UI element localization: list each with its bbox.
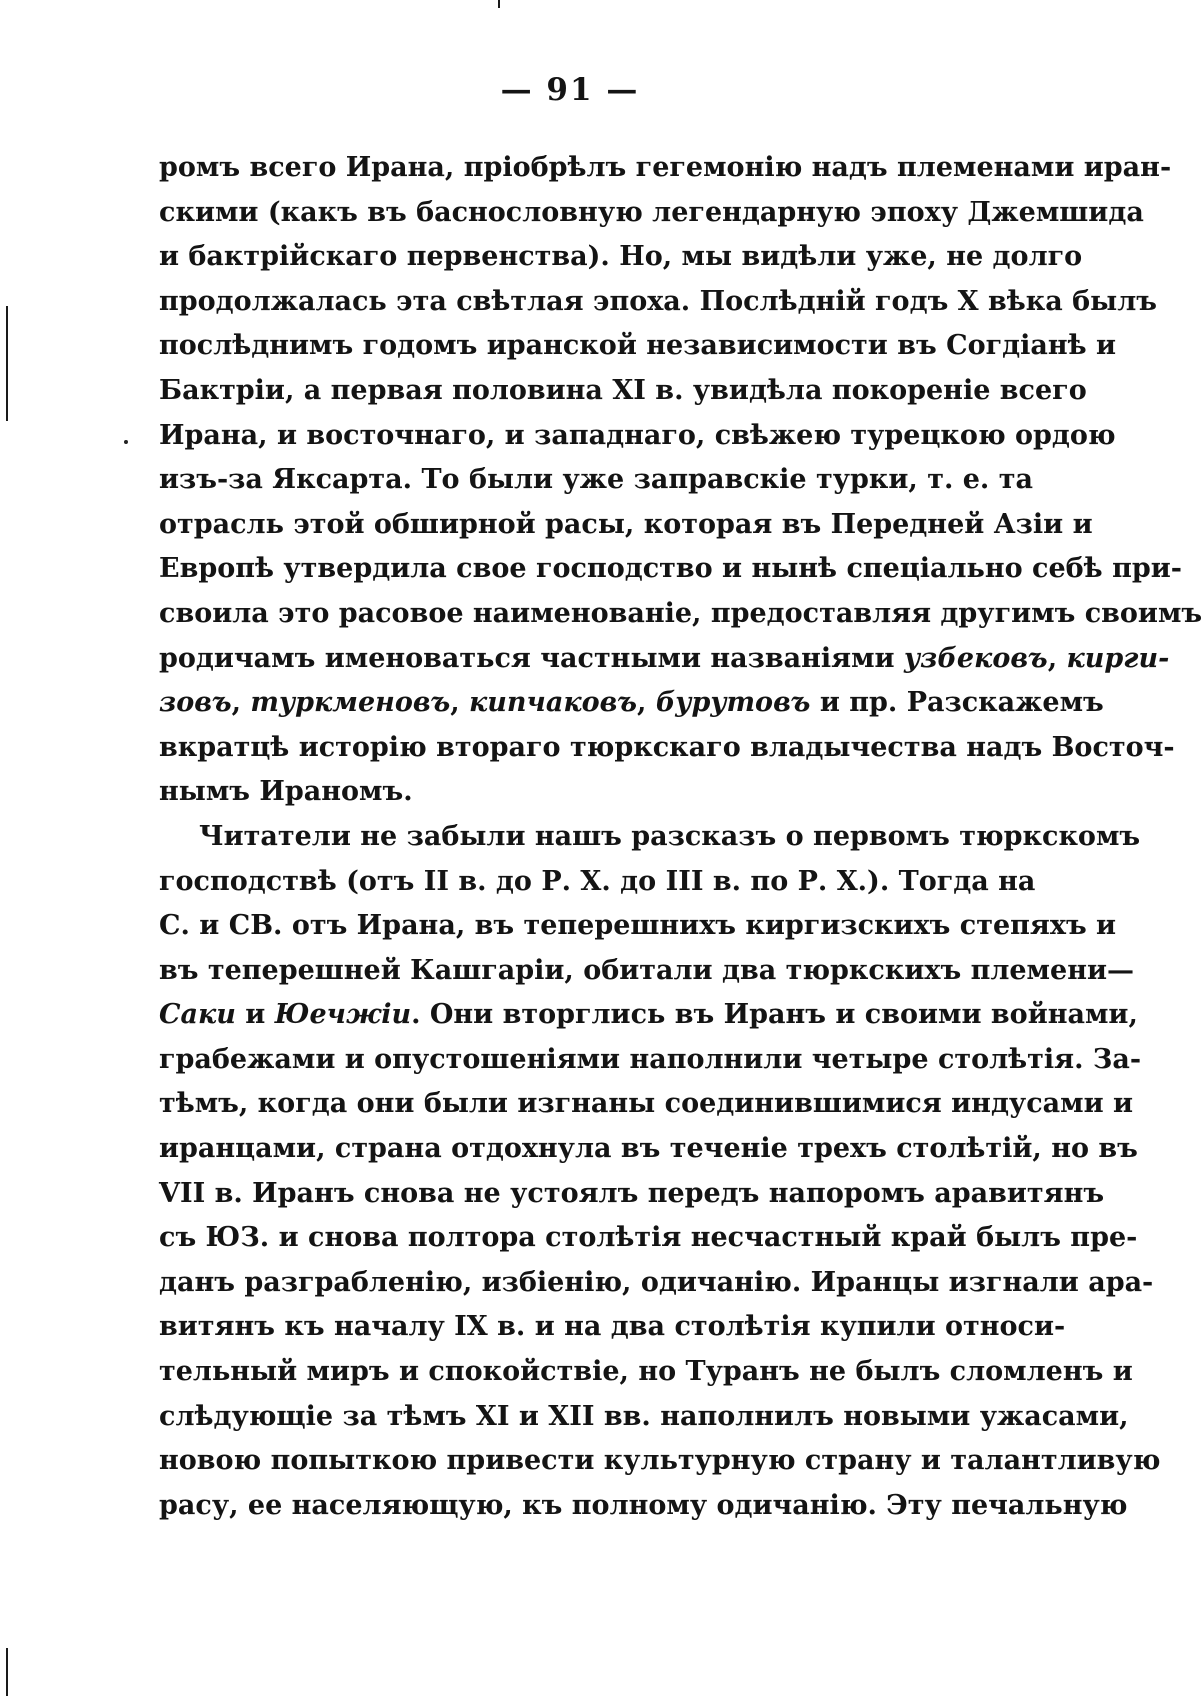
text-line: [159, 1038, 1142, 1083]
text-segment: иранцами, страна отдохнула въ теченіе трехъ столѣтій, но въ: [159, 1133, 1138, 1165]
text-line: [159, 369, 1087, 414]
text-segment: господствѣ (отъ II в. до Р. X. до III в. по Р. X.). Тогда на: [159, 865, 1036, 897]
text-line: [159, 146, 1172, 191]
text-line: [159, 860, 1036, 905]
text-line: [159, 547, 1182, 592]
text-segment: изъ-за Яксарта. То были уже заправскіе турки, т. е. та: [159, 464, 1033, 496]
text-segment: витянъ къ началу IX в. и на два столѣтія купили относи-: [159, 1311, 1066, 1343]
text-segment: послѣднимъ годомъ иранской независимости въ Согдіанѣ и: [159, 330, 1117, 362]
scan-edge-line: [498, 0, 500, 8]
italic-term: зовъ: [159, 687, 232, 719]
text-line: [159, 770, 987, 815]
text-line: [159, 1082, 1134, 1127]
text-line: [159, 1305, 1066, 1350]
text-line: [159, 993, 1138, 1038]
text-segment: ,: [231, 687, 251, 719]
text-body: [159, 146, 1202, 1528]
text-line: [159, 815, 1141, 860]
page-number: — 91 —: [500, 72, 640, 108]
text-segment: тѣмъ, когда они были изгнаны соединившимися индусами и: [159, 1088, 1134, 1120]
italic-term: бурутовъ: [655, 687, 811, 719]
text-line: [159, 191, 1144, 236]
text-segment: ,: [450, 687, 470, 719]
text-segment: своила это расовое наименованіе, предоставляя другимъ своимъ: [159, 597, 1202, 629]
italic-term: кирги-: [1066, 642, 1170, 674]
text-line: [159, 1395, 1129, 1440]
text-segment: родичамъ именоваться частными названіями: [159, 642, 904, 674]
text-line: [159, 1261, 1154, 1306]
text-line: [159, 1127, 1138, 1172]
text-segment: ромъ всего Ирана, пріобрѣлъ гегемонію надъ племенами иран-: [159, 152, 1172, 183]
text-line: [159, 1216, 1138, 1261]
italic-term: Юечжіи: [274, 999, 412, 1031]
paragraph: [159, 815, 1161, 1529]
scan-speck: [124, 440, 128, 444]
text-segment: ,: [1047, 642, 1067, 674]
text-line: [159, 726, 1175, 771]
text-line: [159, 1172, 1105, 1217]
scan-edge-line: [6, 306, 8, 421]
text-line: [159, 681, 1104, 726]
text-segment: VII в. Иранъ снова не устоялъ передъ напоромъ аравитянъ: [159, 1177, 1105, 1209]
text-line: [159, 503, 1093, 548]
text-segment: слѣдующіе за тѣмъ XI и XII вв. наполнилъ новыми ужасами,: [159, 1400, 1129, 1432]
text-line: [159, 280, 1157, 325]
text-segment: Бактріи, а первая половина XI в. увидѣла покореніе всего: [159, 374, 1087, 406]
text-segment: Европѣ утвердила свое господство и нынѣ спеціально себѣ при-: [159, 553, 1182, 585]
text-line: [159, 235, 1083, 280]
text-segment: скими (какъ въ баснословную легендарную эпоху Джемшида: [159, 196, 1144, 228]
paragraph: [159, 146, 1202, 815]
text-line: [159, 592, 1202, 637]
text-line: [159, 414, 1116, 459]
text-segment: съ ЮЗ. и снова полтора столѣтія несчастный край былъ пре-: [159, 1222, 1138, 1254]
text-segment: данъ разграбленію, избіенію, одичанію. Иранцы изгнали ара-: [159, 1266, 1154, 1298]
text-segment: ,: [637, 687, 656, 719]
text-segment: Читатели не забыли нашъ разсказъ о первомъ тюркскомъ: [199, 820, 1141, 852]
text-segment: . Они вторглись въ Иранъ и своими войнами,: [411, 999, 1138, 1031]
text-line: [159, 324, 1117, 369]
text-segment: и пр. Разскажемъ: [810, 687, 1104, 719]
text-segment: въ теперешней Кашгаріи, обитали два тюркскихъ племени—: [159, 954, 1134, 986]
text-segment: новою попыткою привести культурную страну и талантливую: [159, 1445, 1161, 1477]
text-segment: нымъ Ираномъ.: [159, 776, 413, 808]
text-segment: и бактрійскаго первенства). Но, мы видѣли уже, не долго: [159, 241, 1083, 273]
italic-term: Саки: [159, 999, 236, 1031]
text-line: [159, 637, 1170, 682]
text-segment: С. и СВ. отъ Ирана, въ теперешнихъ киргизскихъ степяхъ и: [159, 910, 1117, 942]
text-line: [159, 1439, 1161, 1484]
scan-edge-line: [6, 1648, 8, 1696]
text-line: [159, 949, 1134, 994]
text-line: [159, 904, 1117, 949]
text-segment: расу, ее населяющую, къ полному одичанію. Эту печальную: [159, 1489, 1128, 1521]
text-segment: грабежами и опустошеніями наполнили четыре столѣтія. За-: [159, 1043, 1142, 1075]
text-segment: вкратцѣ исторію втораго тюркскаго владычества надъ Восточ-: [159, 731, 1175, 763]
italic-term: узбековъ: [903, 642, 1048, 674]
text-line: [159, 1484, 1128, 1529]
italic-term: туркменовъ: [250, 687, 451, 719]
text-segment: продолжалась эта свѣтлая эпоха. Послѣдній годъ X вѣка былъ: [159, 285, 1157, 317]
text-segment: Ирана, и восточнаго, и западнаго, свѣжею турецкою ордою: [159, 419, 1116, 451]
text-segment: отрасль этой обширной расы, которая въ Передней Азіи и: [159, 508, 1093, 540]
italic-term: кипчаковъ: [469, 687, 637, 719]
text-line: [159, 1350, 1133, 1395]
text-segment: тельный миръ и спокойствіе, но Туранъ не былъ сломленъ и: [159, 1356, 1133, 1388]
text-line: [159, 458, 1033, 503]
text-segment: и: [235, 999, 275, 1031]
